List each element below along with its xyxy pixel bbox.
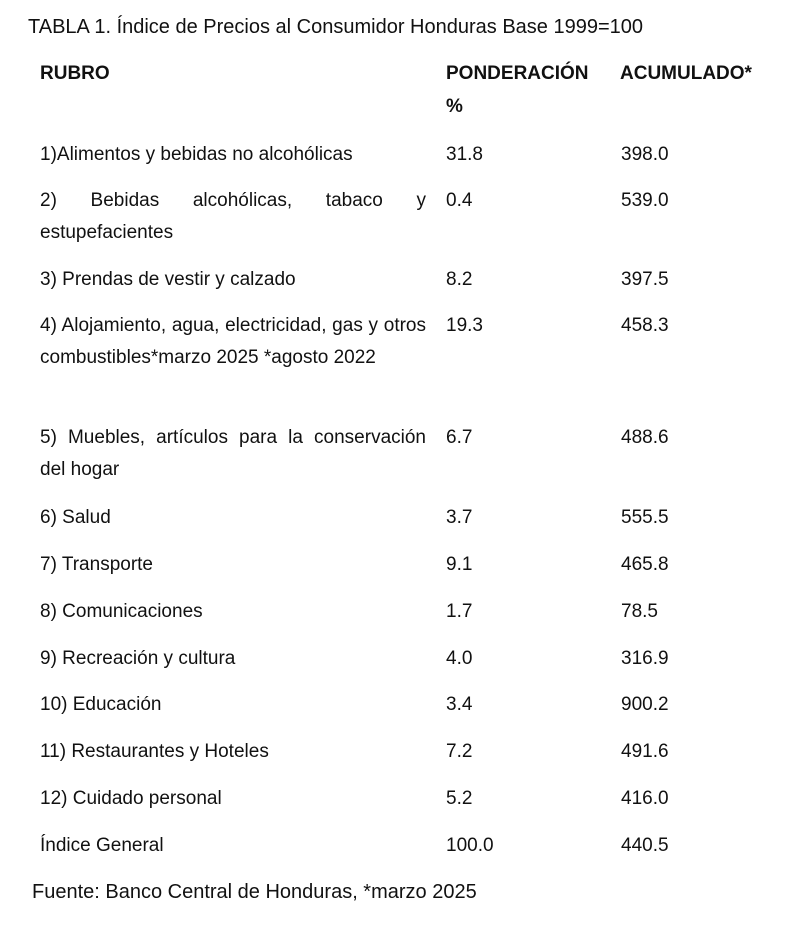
cell-rubro: 9) Recreación y cultura — [40, 648, 236, 669]
cell-ponderacion: 4.0 — [446, 648, 473, 669]
cell-acumulado: 316.9 — [621, 648, 669, 669]
cell-ponderacion: 3.7 — [446, 507, 473, 528]
cell-ponderacion: 6.7 — [446, 427, 473, 448]
cell-rubro: 6) Salud — [40, 507, 111, 528]
cell-acumulado: 488.6 — [621, 427, 669, 448]
cell-acumulado: 398.0 — [621, 144, 669, 165]
cell-ponderacion: 5.2 — [446, 788, 473, 809]
cell-acumulado: 491.6 — [621, 741, 669, 762]
cell-ponderacion: 7.2 — [446, 741, 473, 762]
cell-acumulado: 397.5 — [621, 269, 669, 290]
cell-acumulado: 465.8 — [621, 554, 669, 575]
table-title: TABLA 1. Índice de Precios al Consumidor Honduras Base 1999=100 — [28, 16, 643, 38]
cell-rubro: 12) Cuidado personal — [40, 788, 222, 809]
cell-acumulado: 440.5 — [621, 835, 669, 856]
cell-acumulado: 458.3 — [621, 315, 669, 336]
cell-acumulado: 900.2 — [621, 694, 669, 715]
cell-ponderacion: 1.7 — [446, 601, 473, 622]
column-header-ponderacion: PONDERACIÓN — [446, 63, 589, 84]
cell-ponderacion: 19.3 — [446, 315, 483, 336]
cell-rubro: 7) Transporte — [40, 554, 153, 575]
cell-ponderacion: 3.4 — [446, 694, 473, 715]
source-note: Fuente: Banco Central de Honduras, *marzo 2025 — [32, 881, 477, 903]
cell-acumulado: 416.0 — [621, 788, 669, 809]
column-header-acumulado: ACUMULADO* — [620, 63, 752, 84]
cell-rubro: 1)Alimentos y bebidas no alcohólicas — [40, 144, 353, 165]
cell-acumulado: 539.0 — [621, 190, 669, 211]
cell-rubro: Índice General — [40, 835, 164, 856]
cell-ponderacion: 9.1 — [446, 554, 473, 575]
cell-ponderacion: 8.2 — [446, 269, 473, 290]
cell-acumulado: 78.5 — [621, 601, 658, 622]
cell-ponderacion: 0.4 — [446, 190, 473, 211]
column-header-rubro: RUBRO — [40, 63, 110, 84]
cell-ponderacion: 31.8 — [446, 144, 483, 165]
cell-acumulado: 555.5 — [621, 507, 669, 528]
cell-rubro: 11) Restaurantes y Hoteles — [40, 741, 269, 762]
cell-rubro: 3) Prendas de vestir y calzado — [40, 269, 296, 290]
cell-ponderacion: 100.0 — [446, 835, 494, 856]
cell-rubro: 8) Comunicaciones — [40, 601, 203, 622]
cell-rubro: 4) Alojamiento, agua, electricidad, gas y otros combustibles*marzo 2025 *agosto 2022 — [40, 315, 426, 368]
cell-rubro: 2) Bebidas alcohólicas, tabaco y estupefacientes — [40, 190, 426, 243]
column-header-ponderacion-unit: % — [446, 96, 463, 117]
cell-rubro: 5) Muebles, artículos para la conservación del hogar — [40, 427, 426, 480]
cell-rubro: 10) Educación — [40, 694, 162, 715]
